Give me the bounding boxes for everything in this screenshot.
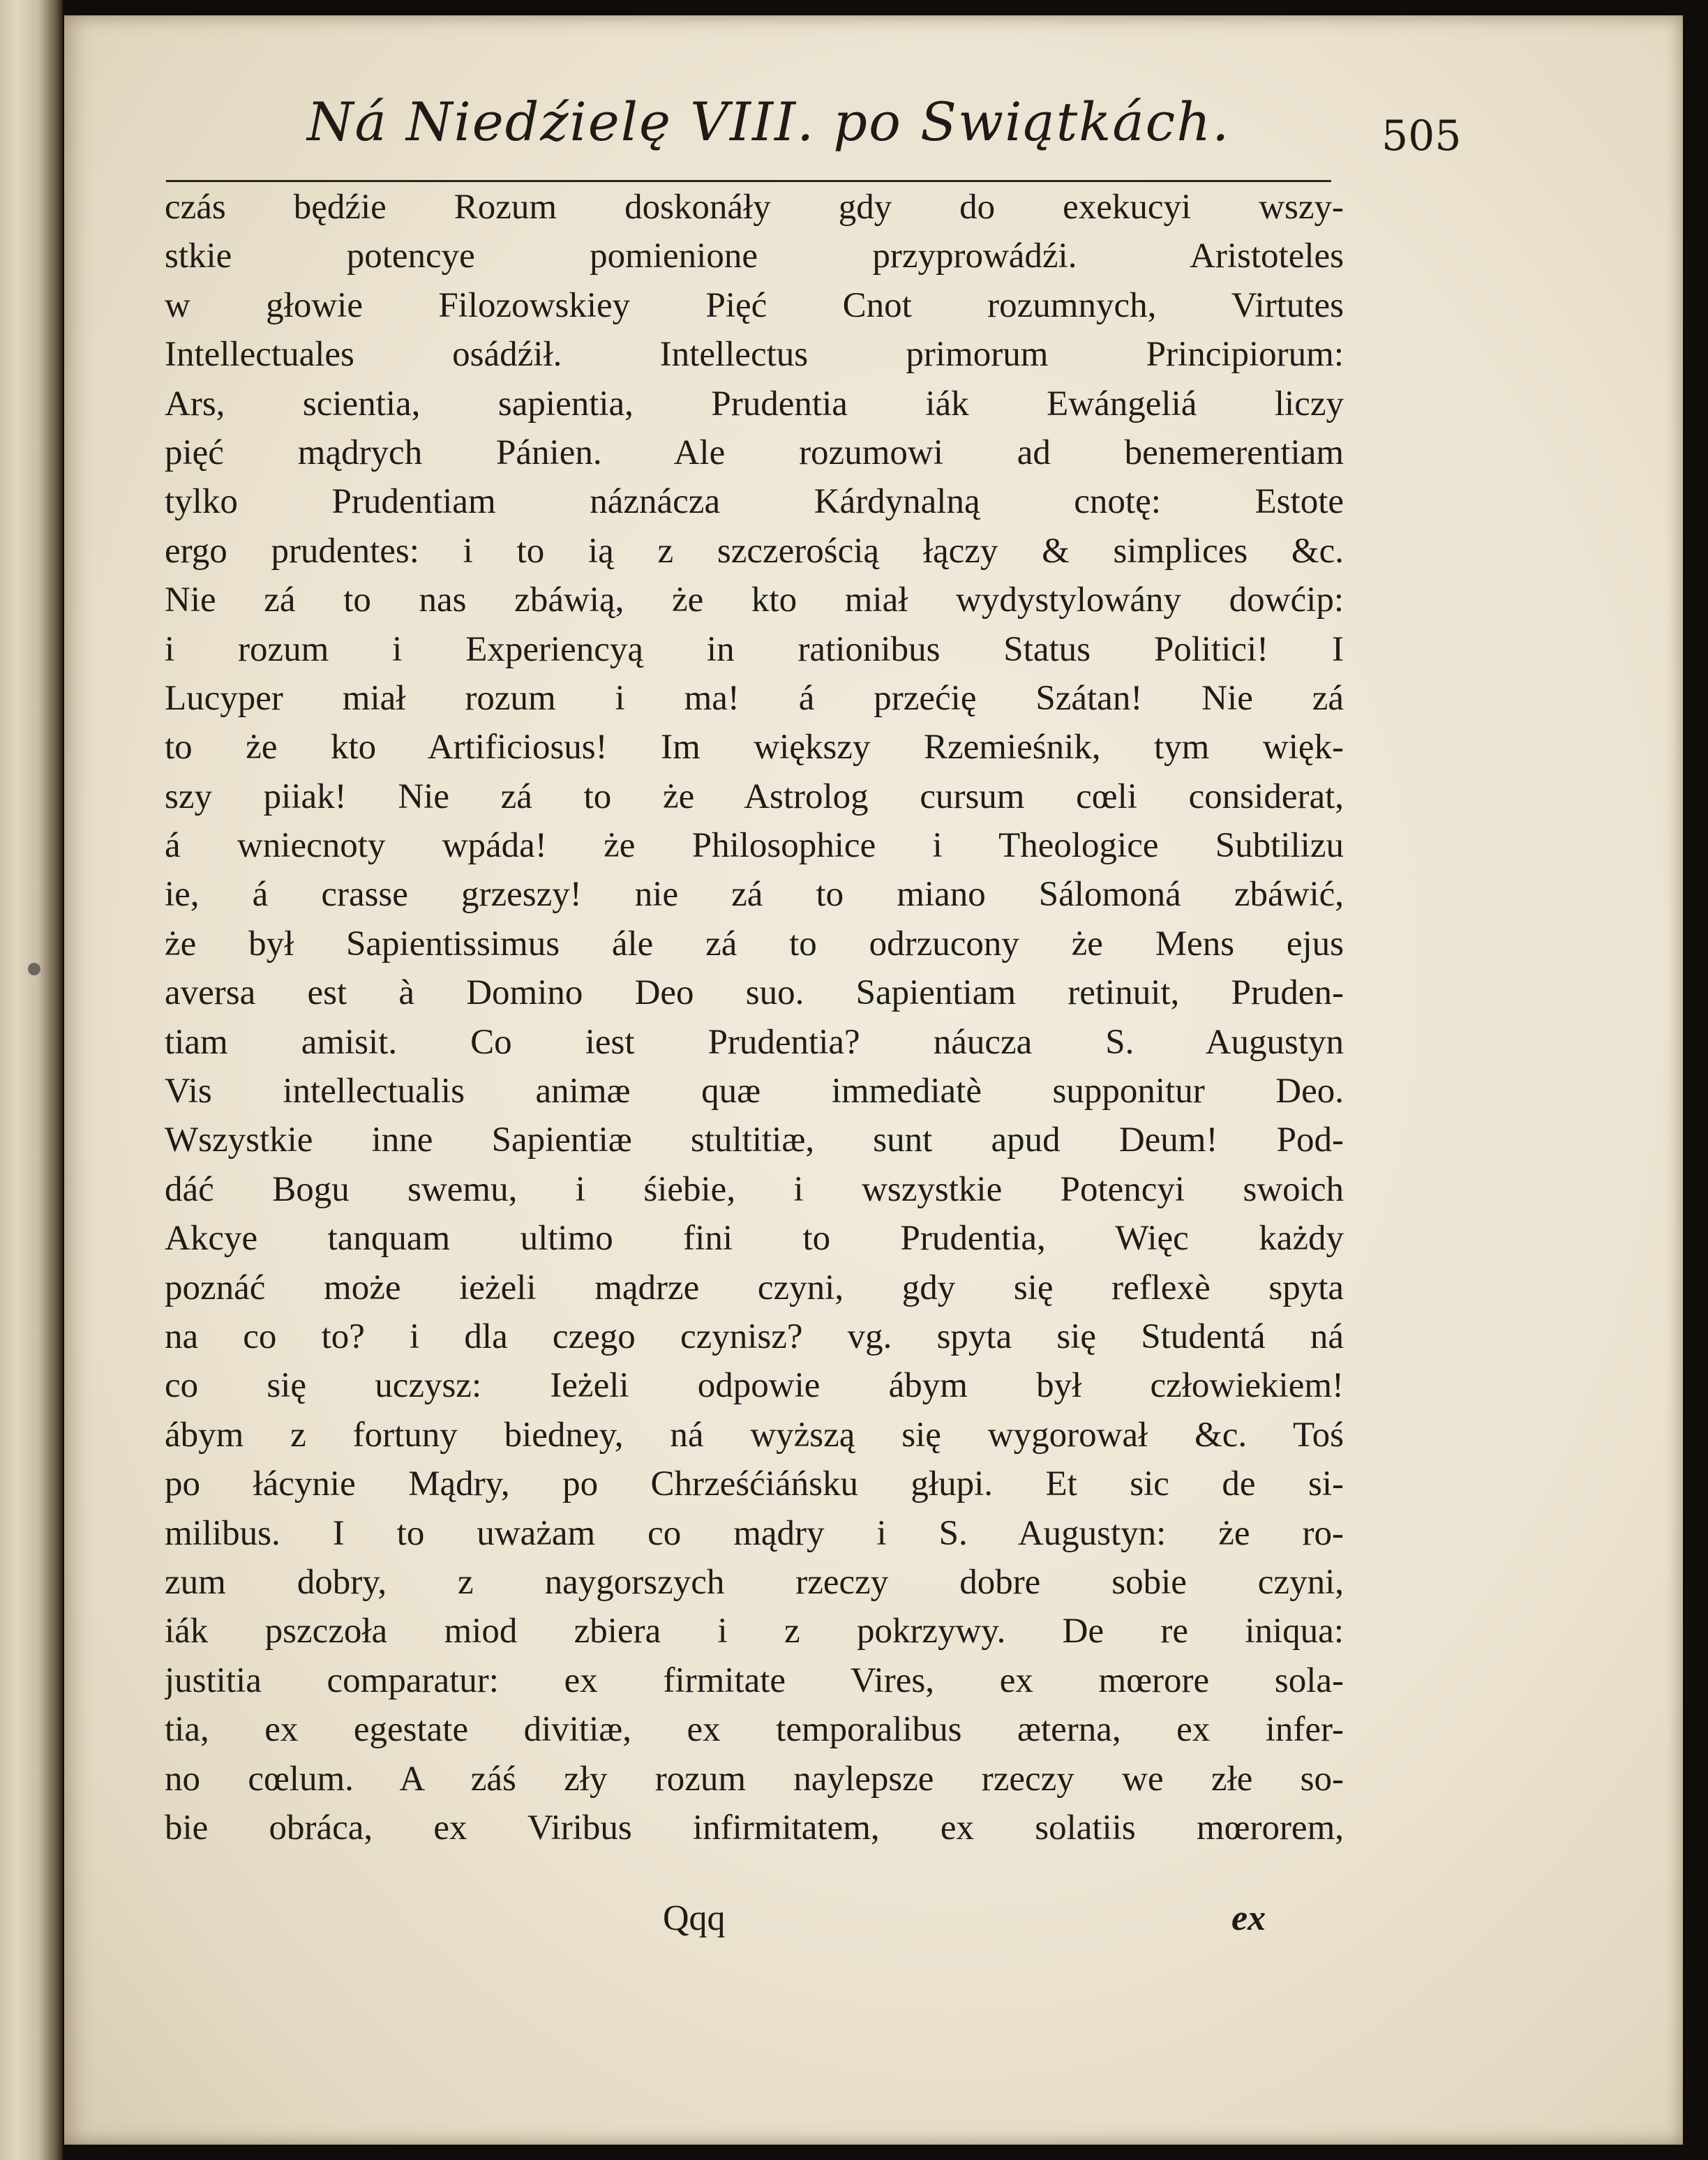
text-line: co się uczysz: Ieżeli odpowie ábym był człowiekiem! bbox=[165, 1366, 1344, 1406]
text-line: dáć Bogu swemu, i śiebie, i wszystkie Potencyi swoich bbox=[165, 1169, 1344, 1209]
text-line: na co to? i dla czego czynisz? vg. spyta się Studentá ná bbox=[165, 1317, 1344, 1356]
text-line: Akcye tanquam ultimo fini to Prudentia, Więc każdy bbox=[165, 1219, 1344, 1259]
text-line: aversa est à Domino Deo suo. Sapientiam retinuit, Pruden- bbox=[165, 973, 1344, 1013]
text-line: á wniecnoty wpáda! że Philosophice i Theologice Subtilizu bbox=[165, 826, 1344, 866]
text-line: pięć mądrych Pánien. Ale rozumowi ad benemerentiam bbox=[165, 433, 1344, 472]
text-line: tia, ex egestate divitiæ, ex temporalibus æterna, ex infer- bbox=[165, 1710, 1344, 1750]
text-line: i rozum i Experiencyą in rationibus Status Politici! I bbox=[165, 629, 1344, 669]
header-rule bbox=[166, 180, 1331, 182]
facing-page-edge bbox=[0, 0, 63, 2160]
text-line: szy piiak! Nie zá to że Astrolog cursum cœli considerat, bbox=[165, 777, 1344, 816]
text-line: Vis intellectualis animæ quæ immediatè supponitur Deo. bbox=[165, 1072, 1344, 1111]
text-line: tylko Prudentiam náznácza Kárdynalną cnotę: Estote bbox=[165, 482, 1344, 522]
text-line: bie obráca, ex Viribus infirmitatem, ex solatiis mœrorem, bbox=[165, 1808, 1344, 1847]
binding-mark bbox=[28, 963, 40, 975]
text-line: zum dobry, z naygorszych rzeczy dobre sobie czyni, bbox=[165, 1562, 1344, 1602]
text-line: tiam amisit. Co iest Prudentia? náucza S. Augustyn bbox=[165, 1022, 1344, 1062]
text-line: czás będźie Rozum doskonáły gdy do exekucyi wszy- bbox=[165, 188, 1344, 227]
text-line: że był Sapientissimus ále zá to odrzucony że Mens ejus bbox=[165, 924, 1344, 963]
text-line: Lucyper miał rozum i ma! á przećię Szátan! Nie zá bbox=[165, 678, 1344, 718]
text-line: milibus. I to uważam co mądry i S. Augustyn: że ro- bbox=[165, 1513, 1344, 1553]
text-line: justitia comparatur: ex firmitate Vires, ex mœrore sola- bbox=[165, 1660, 1344, 1700]
signature-mark: Qqq bbox=[663, 1898, 726, 1938]
text-line: Intellectuales osádźił. Intellectus primorum Principiorum: bbox=[165, 335, 1344, 375]
text-line: no cœlum. A záś zły rozum naylepsze rzeczy we złe so- bbox=[165, 1759, 1344, 1799]
page-number: 505 bbox=[1381, 112, 1462, 160]
page-body bbox=[165, 183, 1344, 1852]
text-line: stkie potencye pomienione przyprowádźi. Aristoteles bbox=[165, 237, 1344, 276]
text-line: iák pszczoła miod zbiera i z pokrzywy. De re iniqua: bbox=[165, 1612, 1344, 1651]
text-line: w głowie Filozowskiey Pięć Cnot rozumnych, Virtutes bbox=[165, 285, 1344, 325]
text-line: Nie zá to nas zbáwią, że kto miał wydystylowány dowćip: bbox=[165, 580, 1344, 620]
catchword: ex bbox=[1231, 1898, 1266, 1938]
running-head: Ná Niedźielę VIII. po Swiątkách. bbox=[307, 91, 1231, 153]
text-line: to że kto Artificiosus! Im większy Rzemieśnik, tym więk- bbox=[165, 728, 1344, 767]
text-line: ie, á crasse grzeszy! nie zá to miano Sálomoná zbáwić, bbox=[165, 875, 1344, 915]
text-line: ábym z fortuny biedney, ná wyższą się wygorował &c. Toś bbox=[165, 1415, 1344, 1455]
text-line: poznáć może ieżeli mądrze czyni, gdy się reflexè spyta bbox=[165, 1268, 1344, 1307]
text-line: Ars, scientia, sapientia, Prudentia iák Ewángeliá liczy bbox=[165, 384, 1344, 423]
text-line: ergo prudentes: i to ią z szczerością łączy & simplices &c. bbox=[165, 531, 1344, 571]
text-line: po łácynie Mądry, po Chrześćiáńsku głupi. Et sic de si- bbox=[165, 1464, 1344, 1504]
text-line: Wszystkie inne Sapientiæ stultitiæ, sunt apud Deum! Pod- bbox=[165, 1120, 1344, 1160]
